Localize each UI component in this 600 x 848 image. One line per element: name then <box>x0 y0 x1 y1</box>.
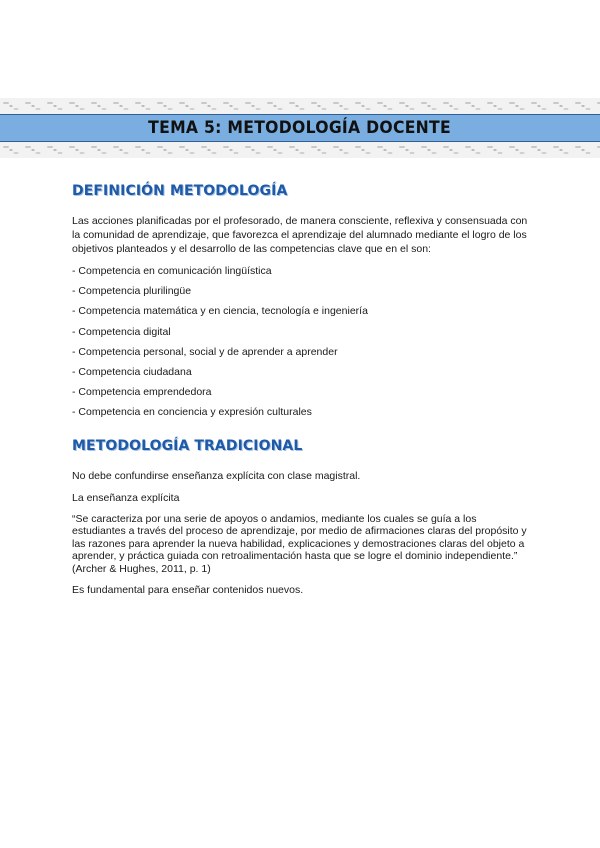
paragraph-ensenanza-explicita: La enseñanza explícita <box>72 491 180 504</box>
quote-paragraph: “Se caracteriza por una serie de apoyos o andamios, mediante los cuales se guía a los estudiantes a través del proceso de aprendizaje, por medio de afirmaciones claras del propósito y las razones para aprender la nueva habilidad, explicaciones y demostraciones claras del objeto a aprender, y práctica guiada con retroalimentación hasta que se logre el dominio independiente.” (Archer & Hughes, 2011, p. 1) <box>72 512 527 575</box>
list-item: - Competencia en conciencia y expresión culturales <box>72 406 312 419</box>
competencias-list <box>72 264 532 419</box>
section-spacer <box>72 426 532 438</box>
decorative-pattern-bottom <box>0 142 600 158</box>
section-heading-definicion: DEFINICIÓN METODOLOGÍA <box>72 183 288 199</box>
list-item: - Competencia en comunicación lingüística <box>72 265 272 277</box>
list-item: - Competencia plurilingüe <box>72 285 192 298</box>
decorative-pattern-top <box>0 98 600 114</box>
list-item: - Competencia matemática y en ciencia, tecnología e ingeniería <box>72 305 368 318</box>
paragraph-confusion: No debe confundirse enseñanza explícita con clase magistral. <box>72 469 361 482</box>
definition-paragraph: Las acciones planificadas por el profesorado, de manera consciente, reflexiva y consensuada con la comunidad de aprendizaje, que favorezca el aprendizaje del alumnado mediante el logro de los objetivos planteados y el desarrollo de las competencias clave que en el son: <box>72 215 528 255</box>
list-item: - Competencia ciudadana <box>72 365 192 378</box>
list-item: - Competencia emprendedora <box>72 386 212 399</box>
list-item: - Competencia digital <box>72 325 171 338</box>
paragraph-fundamental: Es fundamental para enseñar contenidos nuevos. <box>72 584 304 596</box>
list-item: - Competencia personal, social y de aprender a aprender <box>72 345 338 358</box>
document-body <box>72 183 532 605</box>
section-heading-tradicional: METODOLOGÍA TRADICIONAL <box>72 437 303 454</box>
title-banner <box>0 114 600 142</box>
page-title: TEMA 5: METODOLOGÍA DOCENTE <box>148 118 452 138</box>
